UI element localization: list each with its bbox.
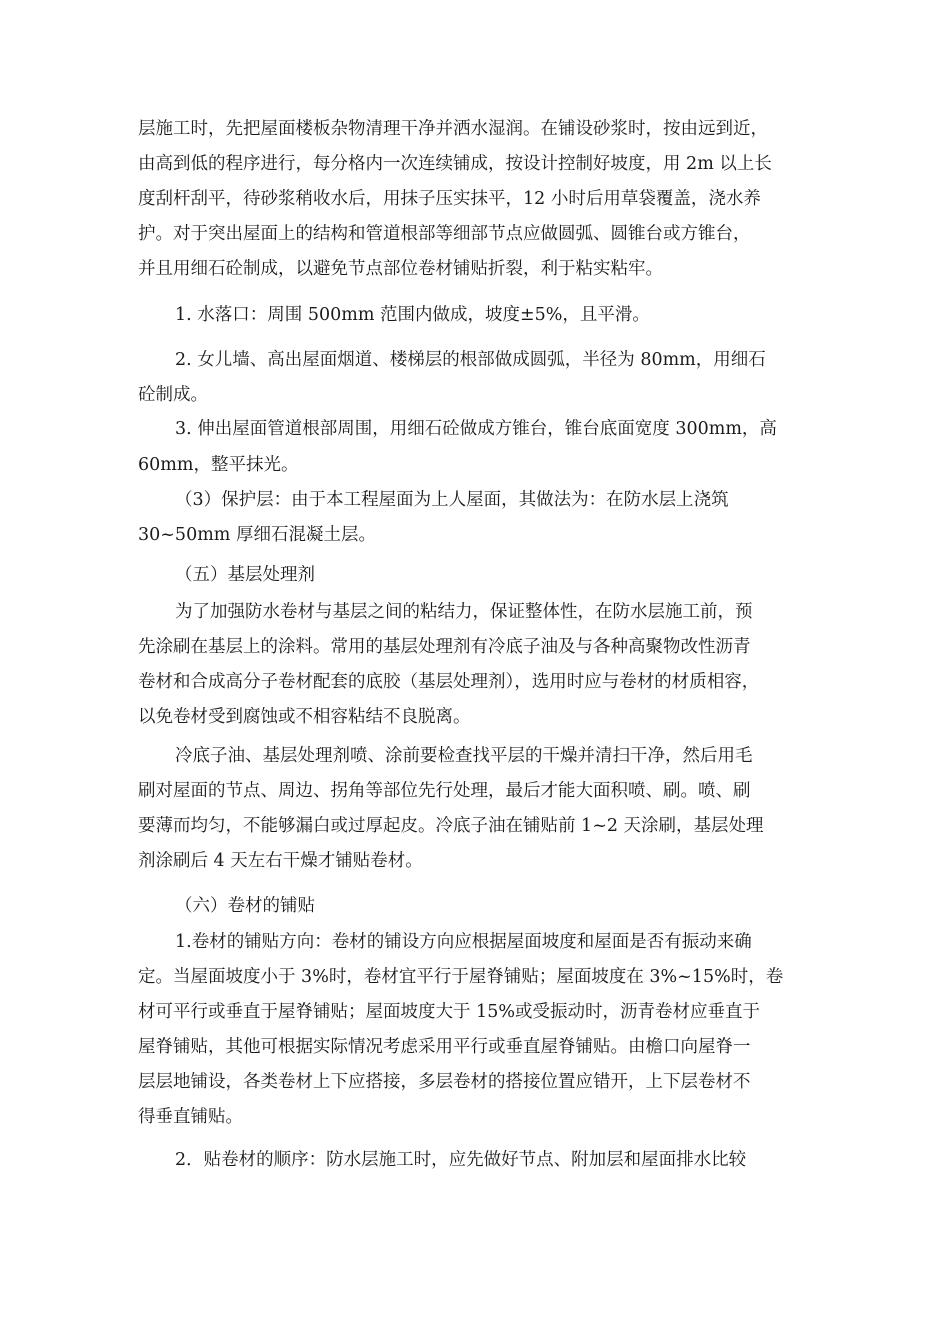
text-line: （3）保护层：由于本工程屋面为上人屋面，其做法为：在防水层上浇筑 [175,490,729,510]
text-line: 60mm，整平抹光。 [138,455,299,475]
text-line: 冷底子油、基层处理剂喷、涂前要检查找平层的干燥并清扫干净，然后用毛 [175,746,753,766]
section-heading: （五）基层处理剂 [175,565,315,585]
text-line: 屋脊铺贴，其他可根据实际情况考虑采用平行或垂直屋脊铺贴。由檐口向屋脊一 [138,1037,751,1057]
text-line: 为了加强防水卷材与基层之间的粘结力，保证整体性，在防水层施工前，预 [175,602,753,622]
text-line: 层层地铺设，各类卷材上下应搭接，多层卷材的搭接位置应错开，上下层卷材不 [138,1072,751,1092]
text-line: 得垂直铺贴。 [138,1107,243,1127]
text-line: 刷对屋面的节点、周边、拐角等部位先行处理，最后才能大面积喷、刷。喷、刷 [138,781,751,801]
text-line: 30~50mm 厚细石混凝土层。 [138,525,376,545]
text-line: 度刮杆刮平，待砂浆稍收水后，用抹子压实抹平，12 小时后用草袋覆盖，浇水养 [138,189,761,209]
text-line: 定。当屋面坡度小于 3%时，卷材宜平行于屋脊铺贴；屋面坡度在 3%~15%时，卷 [138,967,784,987]
text-line: 护。对于突出屋面上的结构和管道根部等细部节点应做圆弧、圆锥台或方锥台， [138,224,751,244]
text-line: 层施工时，先把屋面楼板杂物清理干净并洒水湿润。在铺设砂浆时，按由远到近， [138,119,768,139]
section-heading: （六）卷材的铺贴 [175,896,315,916]
text-line: 由高到低的程序进行，每分格内一次连续铺成，按设计控制好坡度，用 2m 以上长 [138,154,772,174]
text-line: 卷材和合成高分子卷材配套的底胶（基层处理剂），选用时应与卷材的材质相容， [138,672,760,692]
text-line: 2. 女儿墙、高出屋面烟道、楼梯层的根部做成圆弧，半径为 80mm，用细石 [175,350,766,370]
text-line: 3. 伸出屋面管道根部周围，用细石砼做成方锥台，锥台底面宽度 300mm，高 [175,419,777,439]
text-line: 1.卷材的铺贴方向：卷材的铺设方向应根据屋面坡度和屋面是否有振动来确 [175,932,752,952]
text-line: 1. 水落口：周围 500mm 范围内做成，坡度±5%，且平滑。 [175,305,650,325]
text-line: 先涂刷在基层上的涂料。常用的基层处理剂有冷底子油及与各种高聚物改性沥青 [138,637,751,657]
text-line: 材可平行或垂直于屋脊铺贴；屋面坡度大于 15%或受振动时，沥青卷材应垂直于 [138,1002,760,1022]
text-line: 砼制成。 [138,385,208,405]
text-line: 2．贴卷材的顺序：防水层施工时，应先做好节点、附加层和屋面排水比较 [175,1150,747,1170]
text-line: 并且用细石砼制成，以避免节点部位卷材铺贴折裂，利于粘实粘牢。 [138,259,663,279]
text-line: 剂涂刷后 4 天左右干燥才铺贴卷材。 [138,851,423,871]
text-line: 要薄而均匀，不能够漏白或过厚起皮。冷底子油在铺贴前 1~2 天涂刷，基层处理 [138,816,764,836]
text-line: 以免卷材受到腐蚀或不相容粘结不良脱离。 [138,707,471,727]
